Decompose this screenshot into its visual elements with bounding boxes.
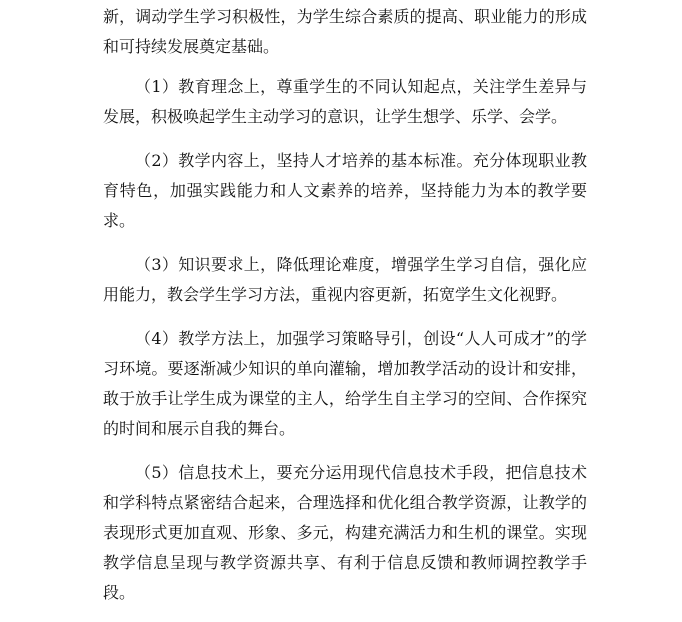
paragraph-item-4: （4）教学方法上，加强学习策略导引，创设“人人可成才”的学习环境。要逐渐减少知识的单向灌输，增加教学活动的设计和安排，敢于放手让学生成为课堂的主人，给学生自主学习的空间、合作探究的时间和展示自我的舞台。 (103, 329, 587, 438)
paragraph-item-1: （1）教育理念上，尊重学生的不同认知起点，关注学生差异与发展，积极唤起学生主动学习的意识，让学生想学、乐学、会学。 (103, 77, 587, 126)
paragraph-item-3: （3）知识要求上，降低理论难度，增强学生学习自信，强化应用能力，教会学生学习方法，重视内容更新，拓宽学生文化视野。 (103, 255, 587, 304)
paragraph-item-2: （2）教学内容上，坚持人才培养的基本标准。充分体现职业教育特色，加强实践能力和人文素养的培养，坚持能力为本的教学要求。 (103, 151, 587, 230)
paragraph-item-5: （5）信息技术上，要充分运用现代信息技术手段，把信息技术和学科特点紧密结合起来，合理选择和优化组合教学资源，让教学的表现形式更加直观、形象、多元，构建充满活力和生机的课堂。实现教学信息呈现与教学资源共享、有利于信息反馈和教师调控教学手段。 (103, 463, 587, 602)
paragraph-intro-continuation: 新，调动学生学习积极性，为学生综合素质的提高、职业能力的形成和可持续发展奠定基础。 (103, 7, 587, 56)
document-body (103, 2, 587, 622)
